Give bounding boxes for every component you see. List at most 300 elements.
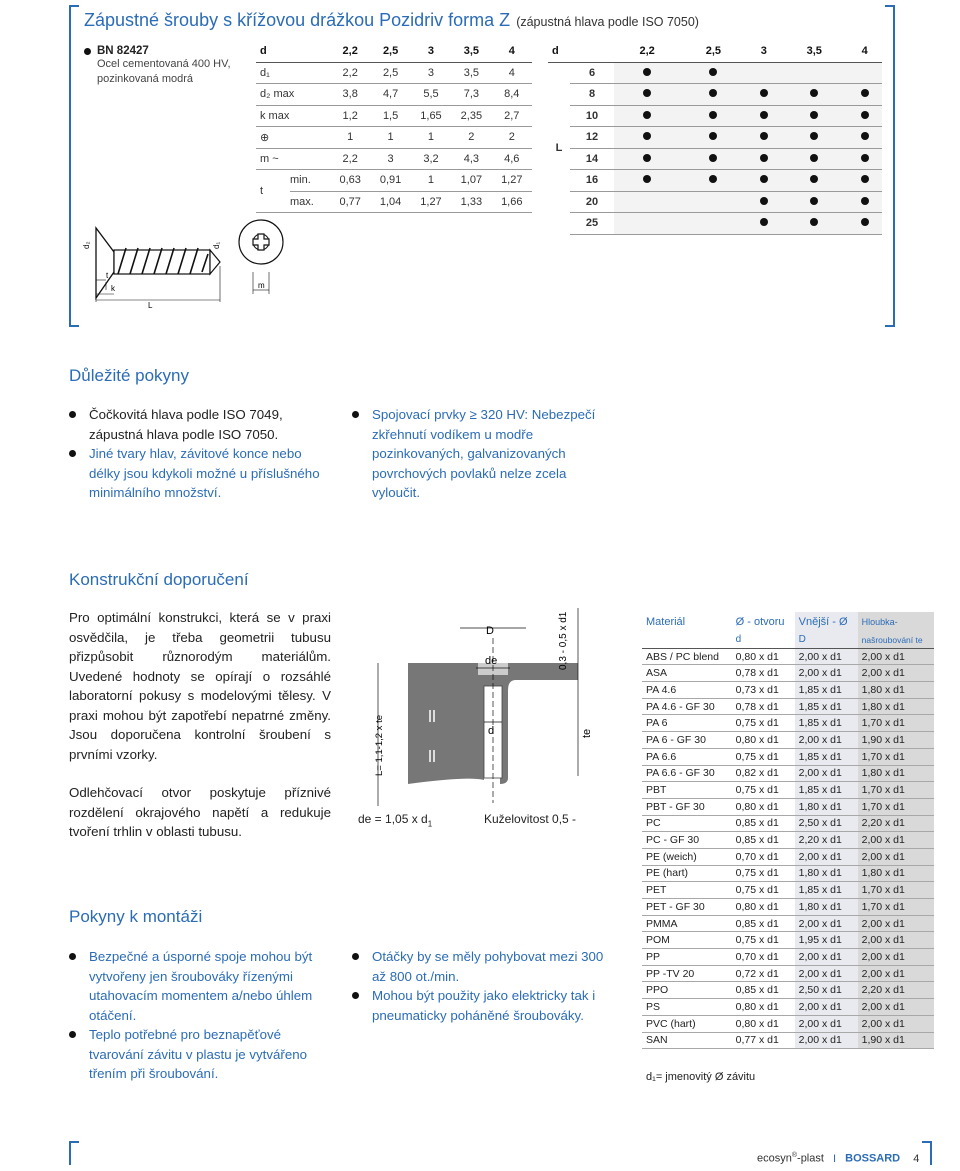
dim-cell: 1 [411, 127, 451, 149]
dim-cell: 3,2 [411, 148, 451, 170]
label-d2: d₂ [82, 241, 91, 249]
material-row [642, 982, 934, 999]
material-value: 1,70 x d1 [858, 748, 934, 765]
material-name: ABS / PC blend [642, 648, 732, 665]
material-row [642, 815, 934, 832]
material-name: POM [642, 932, 732, 949]
material-value: 2,00 x d1 [858, 915, 934, 932]
len-header-cell: 4 [847, 41, 882, 62]
material-value: 0,73 x d1 [732, 682, 795, 699]
material-name: PBT - GF 30 [642, 798, 732, 815]
len-cell [847, 213, 882, 235]
dim-cell: 3,5 [451, 62, 491, 84]
dim-header-row [256, 41, 532, 62]
len-cell [781, 105, 847, 127]
material-value: 1,90 x d1 [858, 1032, 934, 1049]
len-value: 12 [570, 127, 614, 149]
material-value: 1,80 x d1 [858, 682, 934, 699]
len-cell [746, 170, 781, 192]
material-name: PPO [642, 982, 732, 999]
availability-dot-icon [861, 154, 869, 162]
len-cell [680, 170, 746, 192]
availability-dot-icon [760, 197, 768, 205]
design-heading: Konstrukční doporučení [69, 570, 249, 589]
dim-row-t [256, 170, 532, 192]
material-name: PA 6.6 - GF 30 [642, 765, 732, 782]
bullet-item: Bezpečné a úsporné spoje mohou být vytvořeny jen šroubováky řízenými utahovacím momentem a/nebo úhlem otáčení. [69, 947, 331, 1025]
dim-cell: 0,63 [330, 170, 370, 192]
material-row [642, 782, 934, 799]
len-header-cell: d [548, 41, 614, 62]
len-value: 10 [570, 105, 614, 127]
material-value: 1,85 x d1 [795, 748, 858, 765]
material-value: 2,00 x d1 [795, 732, 858, 749]
material-value: 2,00 x d1 [858, 999, 934, 1016]
len-header-row [548, 41, 882, 62]
material-value: 0,75 x d1 [732, 748, 795, 765]
material-name: SAN [642, 1032, 732, 1049]
material-value: 1,90 x d1 [858, 732, 934, 749]
material-value: 0,78 x d1 [732, 698, 795, 715]
availability-dot-icon [709, 154, 717, 162]
dim-header-cell: 4 [492, 41, 532, 62]
availability-dot-icon [709, 175, 717, 183]
material-value: 0,85 x d1 [732, 832, 795, 849]
bullet-item: Čočkovitá hlava podle ISO 7049, zápustná hlava podle ISO 7050. [69, 405, 331, 444]
len-cell [614, 148, 680, 170]
material-value: 2,00 x d1 [858, 932, 934, 949]
boss-label-L: L= 1,1-1,2 x te [374, 715, 385, 776]
material-name: PA 4.6 - GF 30 [642, 698, 732, 715]
dim-cell: 4,6 [492, 148, 532, 170]
len-cell [614, 127, 680, 149]
availability-dot-icon [643, 154, 651, 162]
bullet-item: Teplo potřebné pro beznapěťové tvarování závitu v plastu je vytvářeno třením při šroubování. [69, 1025, 331, 1084]
label-L: L [148, 301, 153, 310]
len-cell [781, 148, 847, 170]
material-subheader-cell: d [732, 632, 795, 648]
material-value: 2,20 x d1 [795, 832, 858, 849]
len-row [548, 213, 882, 235]
availability-dot-icon [861, 89, 869, 97]
material-row [642, 1015, 934, 1032]
availability-dot-icon [810, 197, 818, 205]
len-cell [680, 213, 746, 235]
material-value: 1,70 x d1 [858, 782, 934, 799]
dim-cell: 4,7 [370, 84, 410, 106]
len-row [548, 170, 882, 192]
material-row [642, 682, 934, 699]
material-name: PC [642, 815, 732, 832]
material-header-cell: Ø - otvoru [732, 612, 795, 632]
material-value: 1,80 x d1 [858, 698, 934, 715]
len-cell [781, 62, 847, 84]
dim-cell: 1,33 [451, 191, 491, 213]
assembly-heading: Pokyny k montáži [69, 907, 203, 926]
material-name: PBT [642, 782, 732, 799]
material-name: PA 4.6 [642, 682, 732, 699]
len-cell [781, 84, 847, 106]
len-cell [614, 213, 680, 235]
availability-dot-icon [709, 68, 717, 76]
bullet-item: Otáčky by se měly pohybovat mezi 300 až 800 ot./min. [352, 947, 614, 986]
screw-drawing [78, 210, 298, 310]
len-cell [847, 170, 882, 192]
availability-dot-icon [861, 175, 869, 183]
dim-cell: 3 [370, 148, 410, 170]
material-value: 2,00 x d1 [858, 949, 934, 966]
dim-row-label: d₂ max [256, 84, 330, 106]
material-value: 2,00 x d1 [795, 665, 858, 682]
len-cell [614, 84, 680, 106]
material-value: 0,75 x d1 [732, 782, 795, 799]
material-value: 0,77 x d1 [732, 1032, 795, 1049]
material-value: 0,78 x d1 [732, 665, 795, 682]
material-row [642, 832, 934, 849]
len-row [548, 127, 882, 149]
len-cell [847, 191, 882, 213]
de-formula: de = 1,05 x $d_1$ [358, 812, 433, 829]
material-subheader-row [642, 632, 934, 648]
len-cell [614, 105, 680, 127]
dim-cell: 0,91 [370, 170, 410, 192]
len-row [548, 62, 882, 84]
dim-header-cell: 2,5 [370, 41, 410, 62]
dim-row [256, 62, 532, 84]
len-cell [680, 127, 746, 149]
dim-row [256, 105, 532, 127]
availability-dot-icon [709, 111, 717, 119]
availability-dot-icon [643, 132, 651, 140]
dim-cell: 3 [411, 62, 451, 84]
material-value: 2,20 x d1 [858, 982, 934, 999]
design-paragraph-1: Pro optimální konstrukci, která se v praxi osvědčila, je třeba geometrii tubusu přizpůsobit různorodým materiálům. Uvedené hodnoty se opírají o rozsáhlé laboratorní pokusy s modelovými tělesy. V praxi mohou být zapotřebí nepatrné změny. Jsou doporučena kontrolní šroubení s prvními vzorky. [69, 610, 331, 762]
material-value: 1,70 x d1 [858, 899, 934, 916]
len-cell [614, 62, 680, 84]
material-value: 2,20 x d1 [858, 815, 934, 832]
material-value: 0,70 x d1 [732, 949, 795, 966]
availability-dot-icon [643, 111, 651, 119]
material-value: 0,75 x d1 [732, 715, 795, 732]
len-cell [614, 191, 680, 213]
len-cell [847, 62, 882, 84]
material-value: 2,00 x d1 [795, 915, 858, 932]
material-name: PE (hart) [642, 865, 732, 882]
material-row [642, 715, 934, 732]
dim-cell: 2,2 [330, 148, 370, 170]
material-value: 0,70 x d1 [732, 848, 795, 865]
material-row [642, 932, 934, 949]
boss-label-te: te [581, 728, 593, 738]
material-value: 0,80 x d1 [732, 798, 795, 815]
material-header-cell: Vnější - Ø [795, 612, 858, 632]
material-header-cell: Materiál [646, 616, 686, 628]
material-row [642, 999, 934, 1016]
bullet-item: Spojovací prvky ≥ 320 HV: Nebezpečí zkřehnutí vodíkem u modře pozinkovaných, galvanizovaných povrchových povlaků nelze zcela vyloučit. [352, 405, 614, 503]
design-paragraph-2: Odlehčovací otvor poskytuje příznivé rozdělení okrajového napětí a redukuje tvoření trhlin v oblasti tubusu. [69, 785, 331, 839]
material-value: 1,85 x d1 [795, 698, 858, 715]
len-cell [680, 84, 746, 106]
dim-cell: 1,65 [411, 105, 451, 127]
dim-cell: 7,3 [451, 84, 491, 106]
len-cell [847, 105, 882, 127]
len-row [548, 84, 882, 106]
product-code: BN 82427 [97, 45, 149, 57]
availability-dot-icon [861, 197, 869, 205]
dim-cell: 1 [330, 127, 370, 149]
material-row [642, 698, 934, 715]
material-value: 2,00 x d1 [858, 1015, 934, 1032]
dim-row-label: d₁ [256, 62, 330, 84]
material-value: 2,00 x d1 [858, 648, 934, 665]
material-value: 0,85 x d1 [732, 815, 795, 832]
boss-label-de: de [485, 655, 498, 667]
availability-dot-icon [861, 218, 869, 226]
boss-label-cone: 0,3 - 0,5 x d1 [558, 611, 569, 670]
dim-cell: 1,27 [411, 191, 451, 213]
dim-header-cell: 3 [411, 41, 451, 62]
len-header-cell: 2,2 [614, 41, 680, 62]
len-header-cell: 3 [746, 41, 781, 62]
footer-bracket-right [922, 1141, 932, 1165]
len-cell [680, 62, 746, 84]
bullet-item: Mohou být použity jako elektricky tak i pneumaticky poháněné šroubováky. [352, 986, 614, 1025]
availability-dot-icon [709, 132, 717, 140]
availability-dot-icon [810, 132, 818, 140]
dim-cell: 1 [411, 170, 451, 192]
label-m: m [258, 281, 265, 290]
assembly-list-left [69, 947, 331, 1084]
dim-cell: 3,8 [330, 84, 370, 106]
len-cell [781, 191, 847, 213]
dim-cell: 1,5 [370, 105, 410, 127]
availability-dot-icon [810, 89, 818, 97]
material-value: 1,85 x d1 [795, 682, 858, 699]
len-row [548, 191, 882, 213]
product-material: Ocel cementovaná 400 HV, [97, 58, 231, 70]
len-cell [680, 191, 746, 213]
material-value: 2,00 x d1 [795, 1015, 858, 1032]
assembly-list-right [352, 947, 614, 1025]
material-row [642, 665, 934, 682]
dim-cell: 4 [492, 62, 532, 84]
len-cell [781, 127, 847, 149]
availability-dot-icon [810, 175, 818, 183]
material-value: 0,85 x d1 [732, 915, 795, 932]
material-value: 2,00 x d1 [795, 965, 858, 982]
dim-t-sublabel: min. [290, 170, 330, 192]
material-name: PET - GF 30 [642, 899, 732, 916]
dim-row [256, 127, 532, 149]
dim-row [256, 148, 532, 170]
material-value: 2,00 x d1 [858, 832, 934, 849]
availability-dot-icon [861, 111, 869, 119]
dim-t-label: t [256, 170, 290, 213]
dim-row-label: m ~ [256, 148, 330, 170]
material-value: 0,80 x d1 [732, 648, 795, 665]
boss-drawing [348, 598, 593, 833]
material-name: PE (weich) [642, 848, 732, 865]
availability-dot-icon [810, 111, 818, 119]
material-value: 2,50 x d1 [795, 982, 858, 999]
label-d1: d₁ [212, 241, 221, 249]
material-name: PA 6.6 [642, 748, 732, 765]
material-note: d₁= jmenovitý Ø závitu [646, 1071, 756, 1083]
boss-label-d: d [488, 725, 495, 737]
material-name: PET [642, 882, 732, 899]
material-value: 0,80 x d1 [732, 999, 795, 1016]
dim-cell: 0,77 [330, 191, 370, 213]
material-row [642, 648, 934, 665]
footer: ecosyn®-plast I BOSSARD 4 [757, 1152, 920, 1165]
material-row [642, 1032, 934, 1049]
material-value: 0,80 x d1 [732, 1015, 795, 1032]
dim-cell: 1,66 [492, 191, 532, 213]
dim-cell: 4,3 [451, 148, 491, 170]
section-bracket-right [885, 5, 895, 327]
dim-cell: 8,4 [492, 84, 532, 106]
material-row [642, 798, 934, 815]
material-row [642, 949, 934, 966]
material-row [642, 882, 934, 899]
length-table [548, 41, 882, 235]
material-row [642, 732, 934, 749]
material-row [642, 765, 934, 782]
material-value: 1,95 x d1 [795, 932, 858, 949]
important-list-right [352, 405, 614, 503]
len-cell [680, 148, 746, 170]
material-value: 0,72 x d1 [732, 965, 795, 982]
material-name: PVC (hart) [642, 1015, 732, 1032]
len-cell [746, 127, 781, 149]
dim-cell: 1 [370, 127, 410, 149]
dim-cell: 2,7 [492, 105, 532, 127]
material-name: PA 6 - GF 30 [642, 732, 732, 749]
dim-cell: 1,2 [330, 105, 370, 127]
material-name: PP [642, 949, 732, 966]
availability-dot-icon [760, 218, 768, 226]
dim-cell: 5,5 [411, 84, 451, 106]
material-value: 2,00 x d1 [858, 848, 934, 865]
material-name: PC - GF 30 [642, 832, 732, 849]
bullet-item: Jiné tvary hlav, závitové konce nebo délky jsou kdykoli možné u příslušného minimálního množství. [69, 444, 331, 503]
label-k: k [111, 284, 115, 293]
availability-dot-icon [643, 175, 651, 183]
len-cell [614, 170, 680, 192]
important-list-left [69, 405, 331, 503]
material-row [642, 915, 934, 932]
material-row [642, 965, 934, 982]
footer-bracket-left [69, 1141, 79, 1165]
len-value: 6 [570, 62, 614, 84]
availability-dot-icon [760, 89, 768, 97]
material-value: 2,00 x d1 [858, 665, 934, 682]
dim-header-cell: 2,2 [330, 41, 370, 62]
material-header-cell: Hloubka- [858, 612, 934, 632]
material-value: 1,70 x d1 [858, 882, 934, 899]
len-cell [781, 213, 847, 235]
len-cell [746, 148, 781, 170]
material-name: PMMA [642, 915, 732, 932]
len-row [548, 105, 882, 127]
dim-cell: 2 [492, 127, 532, 149]
material-value: 2,00 x d1 [795, 648, 858, 665]
page-number: 4 [913, 1152, 920, 1165]
material-value: 1,85 x d1 [795, 715, 858, 732]
len-cell [847, 127, 882, 149]
len-cell [847, 84, 882, 106]
material-row [642, 848, 934, 865]
boss-label-D: D [486, 625, 494, 637]
dim-row-label: k max [256, 105, 330, 127]
material-value: 2,00 x d1 [795, 848, 858, 865]
material-name: PA 6 [642, 715, 732, 732]
material-value: 2,00 x d1 [858, 965, 934, 982]
len-cell [746, 62, 781, 84]
len-cell [746, 191, 781, 213]
material-value: 1,80 x d1 [795, 899, 858, 916]
taper-note: Kuželovitost 0,5 - [484, 812, 577, 826]
availability-dot-icon [810, 218, 818, 226]
product-info [84, 45, 231, 87]
len-header-cell: 3,5 [781, 41, 847, 62]
len-cell [746, 105, 781, 127]
page-subtitle: (zápustná hlava podle ISO 7050) [516, 15, 699, 29]
len-header-cell: 2,5 [680, 41, 746, 62]
availability-dot-icon [810, 154, 818, 162]
dim-t-sublabel: max. [290, 191, 330, 213]
len-value: 25 [570, 213, 614, 235]
availability-dot-icon [861, 132, 869, 140]
material-value: 0,75 x d1 [732, 882, 795, 899]
availability-dot-icon [643, 89, 651, 97]
bullet-icon [84, 48, 91, 55]
material-name: PS [642, 999, 732, 1016]
material-value: 0,80 x d1 [732, 732, 795, 749]
dim-cell: 1,04 [370, 191, 410, 213]
material-row [642, 865, 934, 882]
len-row [548, 148, 882, 170]
material-value: 1,80 x d1 [858, 865, 934, 882]
availability-dot-icon [760, 132, 768, 140]
dim-cell: 2,35 [451, 105, 491, 127]
material-row [642, 899, 934, 916]
len-cell [781, 170, 847, 192]
availability-dot-icon [709, 89, 717, 97]
label-t: t [106, 271, 109, 280]
material-value: 0,85 x d1 [732, 982, 795, 999]
material-subheader-cell: D [795, 632, 858, 648]
material-value: 0,75 x d1 [732, 865, 795, 882]
availability-dot-icon [760, 154, 768, 162]
material-value: 2,50 x d1 [795, 815, 858, 832]
availability-dot-icon [643, 68, 651, 76]
material-row [642, 748, 934, 765]
product-coating: pozinkovaná modrá [97, 73, 194, 85]
availability-dot-icon [760, 175, 768, 183]
material-table [642, 612, 934, 1049]
dim-cell: 2,2 [330, 62, 370, 84]
len-cell [847, 148, 882, 170]
brand-name: BOSSARD [845, 1152, 901, 1165]
len-cell [680, 105, 746, 127]
availability-dot-icon [760, 111, 768, 119]
dim-cell: 1,07 [451, 170, 491, 192]
dim-cell: 2 [451, 127, 491, 149]
len-cell [746, 84, 781, 106]
important-heading: Důležité pokyny [69, 366, 190, 385]
len-value: 20 [570, 191, 614, 213]
